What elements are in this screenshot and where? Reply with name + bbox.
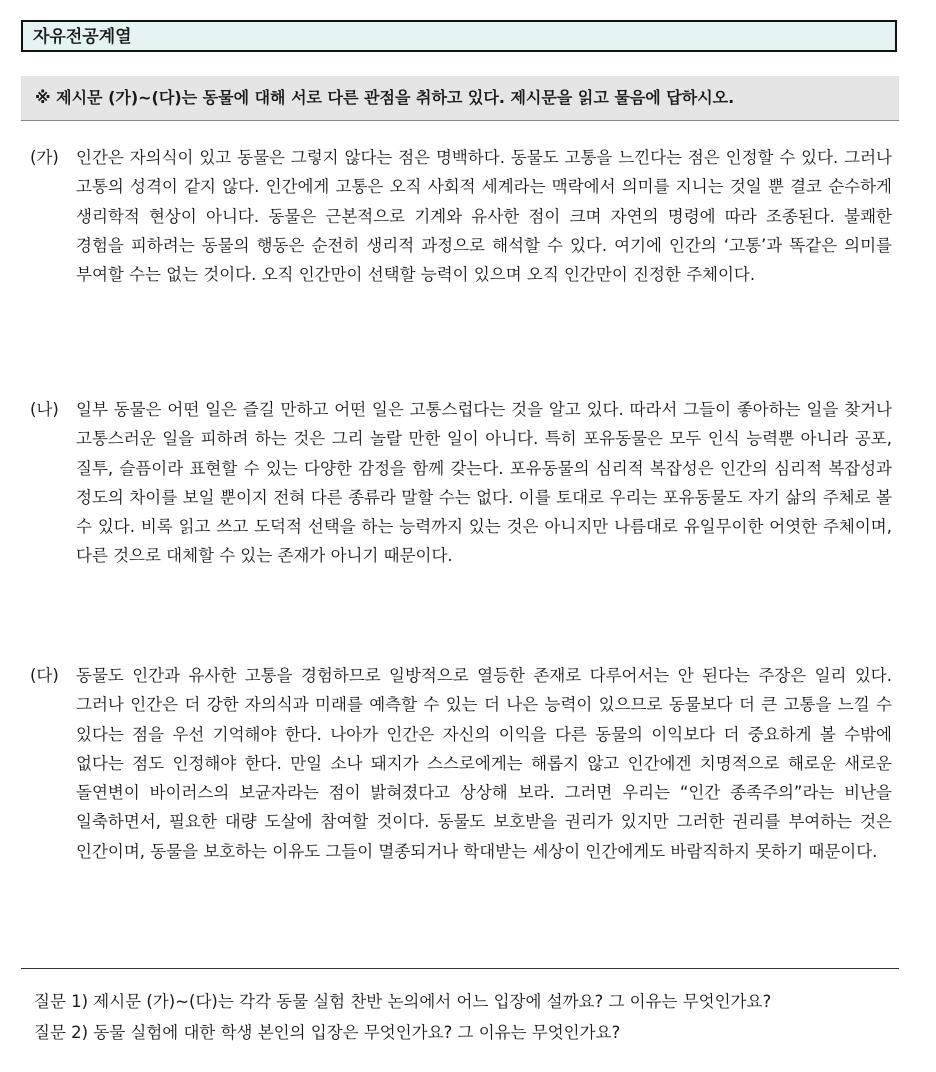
passage-na <box>30 395 892 571</box>
passage-ga <box>30 143 892 289</box>
passage-label: (나) <box>30 400 59 419</box>
question-2: 질문 2) 동물 실험에 대한 학생 본인의 입장은 무엇인가요? 그 이유는 무엇인가요? <box>34 1023 621 1042</box>
passage-text: 일부 동물은 어떤 일은 즐길 만하고 어떤 일은 고통스럽다는 것을 알고 있다. 따라서 그들이 좋아하는 일을 찾거나 고통스러운 일을 피하려 하는 것은 그리 놀랄 만한 일이 아니다. 특히 포유동물은 모두 인식 능력뿐 아니라 공포, 질투, 슬픔이라 표현할 수 있는 다양한 감정을 함께 갖는다. 포유동물의 심리적 복잡성은 인간의 심리적 복잡성과 정도의 차이를 보일 뿐이지 전혀 다른 종류라 말할 수는 없다. 이를 토대로 우리는 포유동물도 자기 삶의 주체로 볼 수 있다. 비록 읽고 쓰고 도덕적 선택을 하는 능력까지 있는 것은 아니지만 나름대로 유일무이한 어엿한 주체이며, 다른 것으로 대체할 수 있는 존재가 아니기 때문이다. <box>76 400 892 566</box>
passage-text: 동물도 인간과 유사한 고통을 경험하므로 일방적으로 열등한 존재로 다루어서는 안 된다는 주장은 일리 있다. 그러나 인간은 더 강한 자의식과 미래를 예측할 수 있는 더 나은 능력이 있으므로 동물보다 더 큰 고통을 느낄 수 있다는 점을 우선 기억해야 한다. 나아가 인간은 자신의 이익을 다른 동물의 이익보다 더 중요하게 볼 수밖에 없다는 점도 인정해야 한다. 만일 소나 돼지가 스스로에게는 해롭지 않고 인간에겐 치명적으로 해로운 새로운 돌연변이 바이러스의 보균자라는 점이 밝혀졌다고 상상해 보라. 그러면 우리는 “인간 종족주의”라는 비난을 일축하면서, 필요한 대량 도살에 참여할 것이다. 동물도 보호받을 권리가 있지만 그러한 권리를 부여하는 것은 인간이며, 동물을 보호하는 이유도 그들이 멸종되거나 학대받는 세상이 인간에게도 바람직하지 못하기 때문이다. <box>76 666 892 861</box>
passage-text: 인간은 자의식이 있고 동물은 그렇지 않다는 점은 명백하다. 동물도 고통을 느낀다는 점은 인정할 수 있다. 그러나 고통의 성격이 같지 않다. 인간에게 고통은 오직 사회적 세계라는 맥락에서 의미를 지니는 것일 뿐 결코 순수하게 생리학적 현상이 아니다. 동물은 근본적으로 기계와 유사한 점이 크며 자연의 명령에 따라 조종된다. 불쾌한 경험을 피하려는 동물의 행동은 순전히 생리적 과정으로 해석할 수 있다. 여기에 인간의 ‘고통’과 똑같은 의미를 부여할 수는 없는 것이다. 오직 인간만이 선택할 능력이 있으며 오직 인간만이 진정한 주체이다. <box>76 148 892 285</box>
passage-label: (가) <box>30 148 59 167</box>
section-divider <box>21 968 899 969</box>
passage-label: (다) <box>30 666 59 685</box>
question-1: 질문 1) 제시문 (가)~(다)는 각각 동물 실험 찬반 논의에서 어느 입장에 설까요? 그 이유는 무엇인가요? <box>34 992 772 1011</box>
section-title: 자유전공계열 <box>21 20 897 52</box>
passage-da <box>30 661 892 866</box>
instruction-text: ※ 제시문 (가)~(다)는 동물에 대해 서로 다른 관점을 취하고 있다. 제시문을 읽고 물음에 답하시오. <box>21 76 899 121</box>
question-list <box>34 986 896 1048</box>
